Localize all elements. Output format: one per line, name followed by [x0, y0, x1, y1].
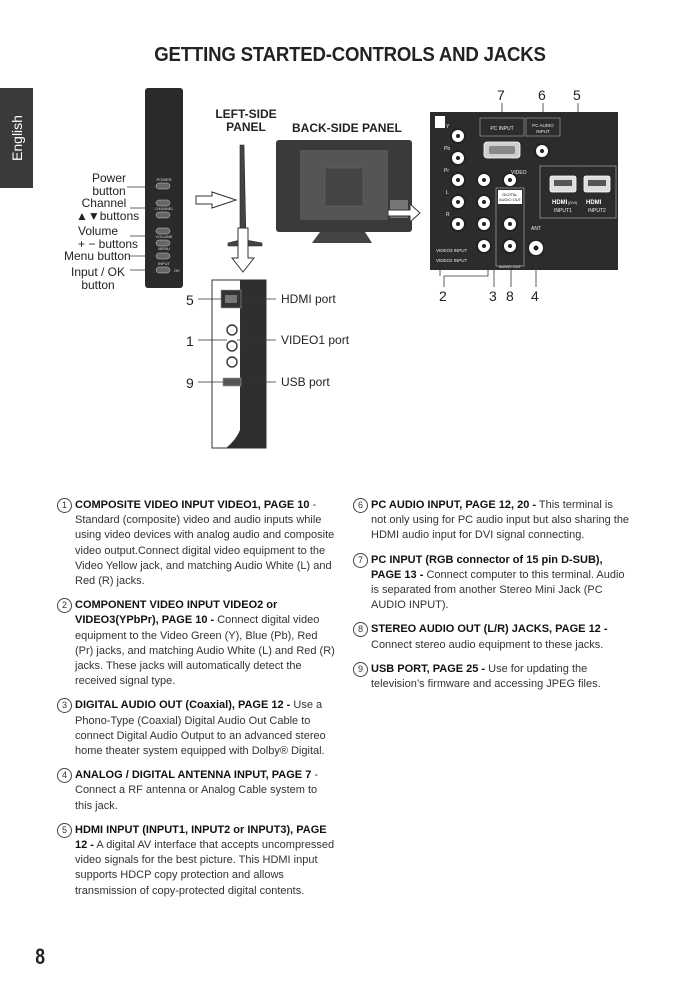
input-label: Input / OK button	[70, 265, 126, 292]
hdmi-dvi-text: (DVI)	[568, 200, 578, 205]
items-right-column	[353, 498, 631, 701]
items-left-column	[57, 498, 335, 908]
y-text: Y	[446, 124, 450, 130]
item-7: 7 PC INPUT (RGB connector of 15 pin D-SUB), PAGE 13 - Connect computer to this terminal. Audio is separated from another Stereo Mini Jack (PC AUDIO INPUT).	[353, 553, 631, 614]
volume-up-button	[156, 228, 170, 234]
usb-small-text: USB	[242, 379, 247, 388]
channel-label: Channel ▲▼buttons	[76, 196, 140, 223]
arrow-down	[232, 228, 254, 272]
power-text: POWER	[156, 177, 172, 182]
video1-port-label: VIDEO1 port	[281, 333, 350, 347]
language-label: English	[8, 115, 25, 161]
arrow-left	[196, 192, 236, 208]
menu-button	[156, 253, 170, 259]
pc-audio-text-1: PC AUDIO	[532, 123, 554, 128]
hdmi-logo-1: HDMI	[552, 200, 568, 206]
item-6: 6 PC AUDIO INPUT, PAGE 12, 20 - This terminal is not only using for PC audio input but also sharing the HDMI audio input for DVI signal connecting.	[353, 498, 631, 544]
callout-6: 6	[538, 87, 546, 103]
item-1: 1 COMPOSITE VIDEO INPUT VIDEO1, PAGE 10 - Standard (composite) video and audio inputs while using video devices with analog audio and composite video output.Connect digital video equipment to the Video Yellow jack, and matching Audio White (L) and Red (R) jacks.	[57, 498, 335, 589]
volume-text: VOLUME	[155, 234, 173, 239]
callout-1: 1	[186, 333, 194, 349]
item-2: 2 COMPONENT VIDEO INPUT VIDEO2 or VIDEO3(YPbPr), PAGE 10 - Connect digital video equipment to the Video Green (Y), Blue (Pb), Red (Pr) jacks, and matching Audio White (L) and Red (R) jacks. These jacks will automatically detect the received signal type.	[57, 598, 335, 689]
item-4: 4 ANALOG / DIGITAL ANTENNA INPUT, PAGE 7 - Connect a RF antenna or Analog Cable system to this jack.	[57, 768, 335, 814]
hdmi-logo-2: HDMI	[586, 200, 602, 206]
callout-3: 3	[489, 288, 497, 304]
menu-label: Menu button	[64, 249, 131, 263]
item-8: 8 STEREO AUDIO OUT (L/R) JACKS, PAGE 12 - Connect stereo audio equipment to these jacks.	[353, 622, 631, 652]
digital-audio-text-1: DIGITAL	[502, 192, 518, 197]
channel-text: CHANNEL	[154, 206, 174, 211]
left-video1-jack	[227, 325, 237, 335]
input1-text: INPUT1	[554, 208, 572, 214]
video-text: VIDEO	[511, 170, 527, 176]
left-side-panel-label: LEFT-SIDE PANEL	[215, 107, 277, 134]
callout-2: 2	[439, 288, 447, 304]
item-5: 5 HDMI INPUT (INPUT1, INPUT2 or INPUT3), PAGE 12 - A digital AV interface that accepts uncompressed video signals for the best picture. This HDMI input supports HDCP copy protection and allows transmission of copy-protected digital contents.	[57, 823, 335, 899]
callout-4: 4	[531, 288, 539, 304]
page-number: 8	[35, 944, 46, 969]
back-side-panel-label: BACK-SIDE PANEL	[292, 121, 402, 135]
callout-7: 7	[497, 87, 505, 103]
video1-input-text: VIDEO 1 INPUT	[243, 322, 248, 351]
callout-8: 8	[506, 288, 514, 304]
item-3: 3 DIGITAL AUDIO OUT (Coaxial), PAGE 12 - Use a Phono-Type (Coaxial) Digital Audio Out Cable to connect Digital Audio Output to an advanced stereo home theater system equipped with Dolby® Digital.	[57, 698, 335, 759]
power-label: Power button	[91, 171, 126, 198]
input-text: INPUT	[158, 261, 170, 266]
pb-text: Pb	[444, 146, 451, 152]
l-text: L	[446, 190, 449, 196]
left-usb-port	[223, 378, 241, 386]
pc-input-text: PC INPUT	[490, 126, 514, 132]
hdmi-port-label: HDMI port	[281, 292, 336, 306]
menu-text: MENU	[158, 246, 170, 251]
page-title: GETTING STARTED-CONTROLS AND JACKS	[154, 44, 546, 66]
audio-out-text: AUDIO OUT	[498, 264, 522, 269]
callout-9: 9	[186, 375, 194, 391]
ant-text: ANT	[531, 226, 541, 232]
pc-audio-text-2: INPUT	[536, 129, 550, 134]
pr-text: Pr	[444, 168, 449, 174]
ok-text: OK	[174, 268, 180, 273]
video2-text: VIDEO2 INPUT	[436, 258, 468, 263]
r-text: R	[446, 212, 450, 218]
channel-down-button	[156, 212, 170, 218]
channel-up-button	[156, 200, 170, 206]
usb-port-label: USB port	[281, 375, 330, 389]
item-9: 9 USB PORT, PAGE 25 - Use for updating the television’s firmware and accessing JPEG files.	[353, 662, 631, 692]
video3-text: VIDEO3 INPUT	[436, 248, 468, 253]
input-button	[156, 267, 170, 273]
callout-5: 5	[573, 87, 581, 103]
volume-label: Volume + − buttons	[78, 224, 139, 251]
power-button	[156, 183, 170, 189]
callout-5-left: 5	[186, 292, 194, 308]
digital-audio-text-2: AUDIO OUT	[498, 197, 522, 202]
input2-text: INPUT2	[588, 208, 606, 214]
